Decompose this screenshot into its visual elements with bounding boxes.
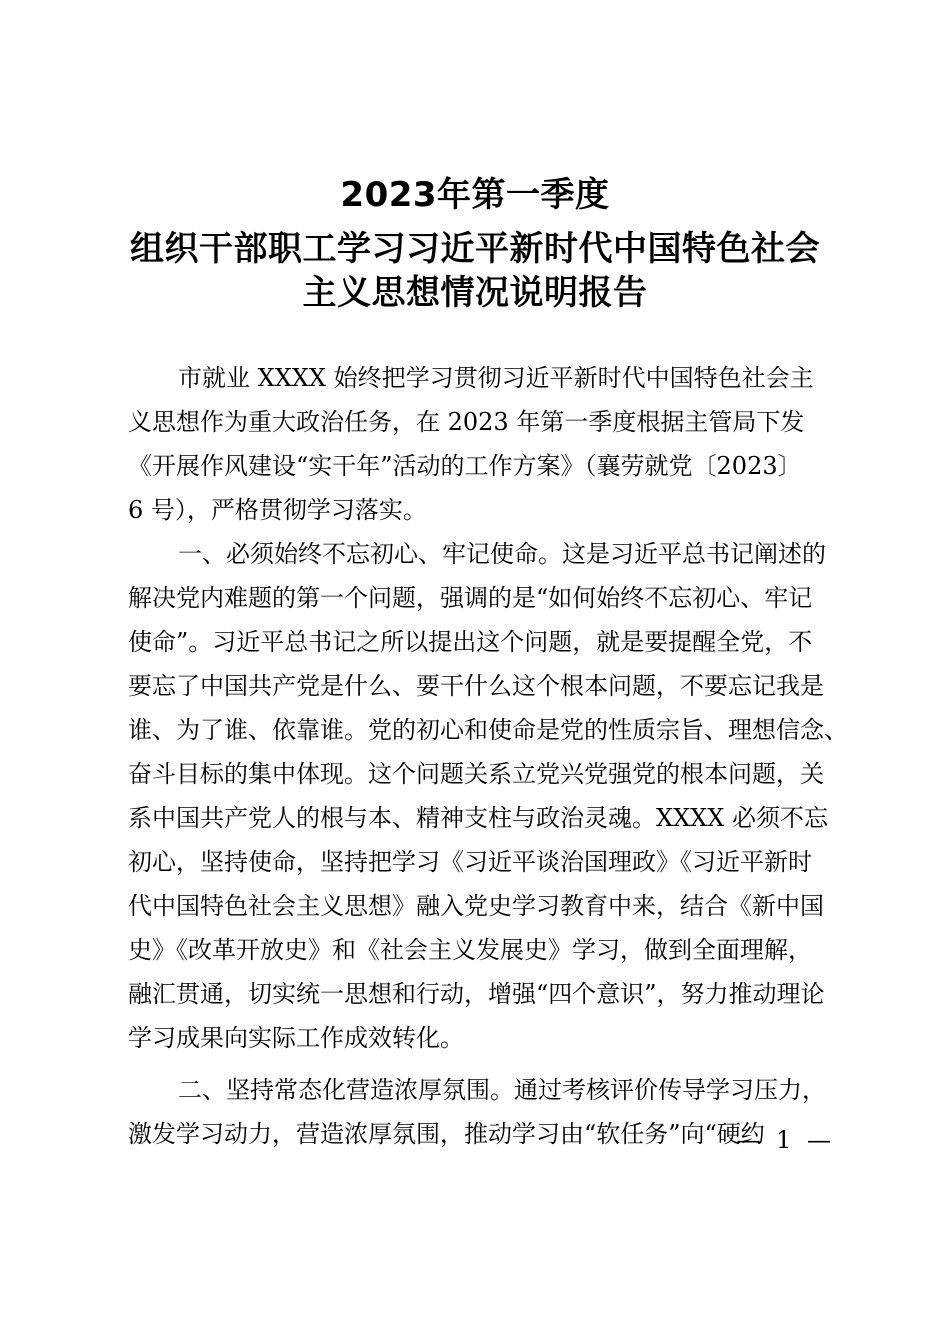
body-line: 义思想作为重大政治任务，在 2023 年第一季度根据主管局下发 [128, 408, 805, 436]
body-line: 6 号），严格贯彻学习落实。 [128, 496, 427, 524]
body-line: 要忘了中国共产党是什么、要干什么这个根本问题，不要忘记我是 [128, 672, 824, 700]
body-line: 一、必须始终不忘初心、牢记使命。这是习近平总书记阐述的 [178, 540, 826, 568]
body-line: 融汇贯通，切实统一思想和行动，增强“四个意识”，努力推动理论 [128, 980, 825, 1008]
body-line: 奋斗目标的集中体现。这个问题关系立党兴党强党的根本问题，关 [128, 760, 824, 788]
body-line: 《开展作风建设“实干年”活动的工作方案》（襄劳就党〔2023〕 [128, 452, 802, 480]
body-line: 谁、为了谁、依靠谁。党的初心和使命是党的性质宗旨、理想信念、 [128, 716, 848, 744]
page-number: — 1 — [736, 1126, 835, 1154]
title-line-2: 组织干部职工学习习近平新时代中国特色社会 [130, 229, 820, 269]
document-body [128, 356, 858, 1156]
title-line-3: 主义思想情况说明报告 [302, 273, 648, 313]
body-line: 代中国特色社会主义思想》融入党史学习教育中来，结合《新中国 [128, 892, 824, 920]
body-line: 学习成果向实际工作成效转化。 [128, 1024, 464, 1052]
body-line: 初心，坚持使命，坚持把学习《习近平谈治国理政》《习近平新时 [128, 848, 812, 876]
body-line: 市就业 XXXX 始终把学习贯彻习近平新时代中国特色社会主 [178, 364, 814, 392]
body-line: 系中国共产党人的根与本、精神支柱与政治灵魂。XXXX 必须不忘 [128, 804, 828, 832]
body-line: 解决党内难题的第一个问题，强调的是“如何始终不忘初心、牢记 [128, 584, 813, 612]
body-line: 激发学习动力，营造浓厚氛围，推动学习由“软任务”向“硬约 [128, 1120, 765, 1148]
body-line: 史》《改革开放史》和《社会主义发展史》学习，做到全面理解， [128, 936, 812, 964]
body-line: 使命”。习近平总书记之所以提出这个问题，就是要提醒全党，不 [128, 628, 813, 656]
body-line: 二、坚持常态化营造浓厚氛围。通过考核评价传导学习压力， [178, 1076, 826, 1104]
title-line-1: 2023年第一季度 [340, 175, 610, 215]
